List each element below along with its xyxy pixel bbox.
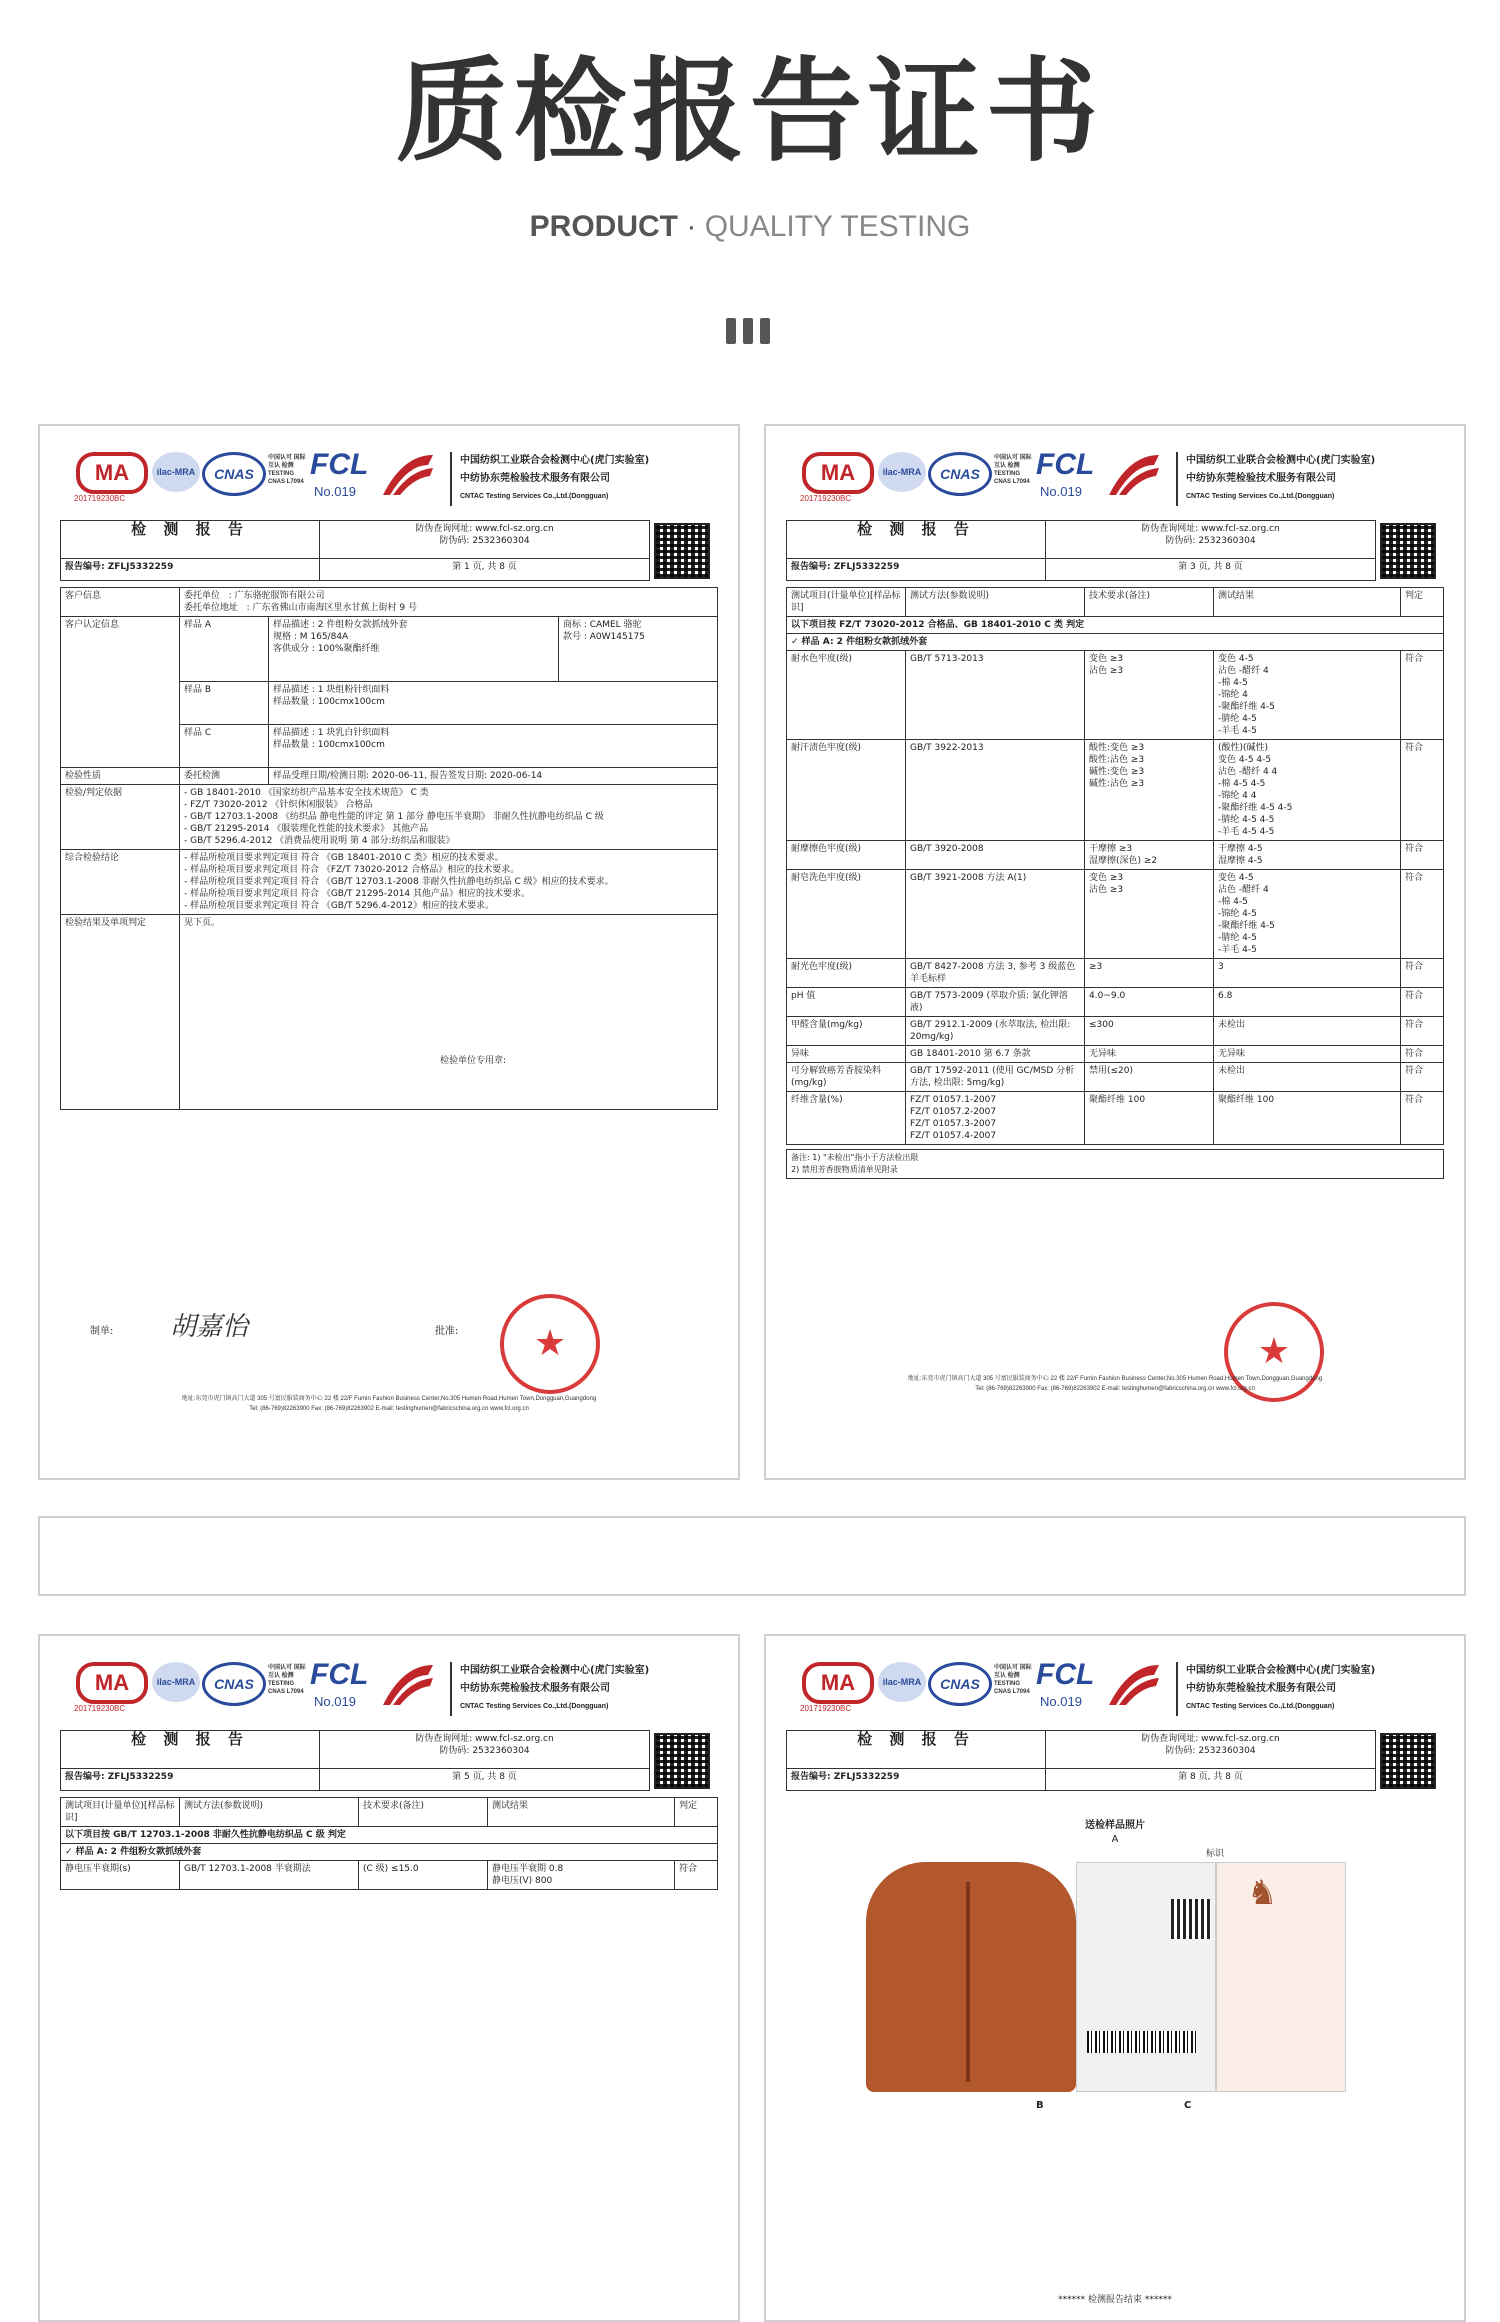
org-line-en: CNTAC Testing Services Co.,Ltd.(Dongguan) [460,1703,609,1710]
verify-info [1046,1731,1376,1769]
results-value: 见下页。 [184,918,221,928]
cell-req: 聚酯纤维 100 [1085,1092,1214,1145]
conclusion-list [180,850,718,915]
col-header: 判定 [1401,588,1444,617]
cell-method: GB/T 3922-2013 [906,740,1085,841]
red-stamp-icon: ★ [500,1294,600,1394]
cell-method: GB/T 7573-2009 (萃取介质: 氯化钾溶液) [906,988,1085,1017]
cell-result: (酸性)(碱性) 变色 4-5 4-5 沾色 -醋纤 4 4 -棉 4-5 4-5 -锦纶 4 4 -聚酯纤维 4-5 4-5 -腈纶 4-5 4-5 -羊毛 4-5 4-5 [1214,740,1401,841]
cell-result: 变色 4-5 沾色 -醋纤 4 -棉 4-5 -锦纶 4 -聚酯纤维 4-5 -腈纶 4-5 -羊毛 4-5 [1214,651,1401,740]
ma-logo-icon: MA [76,1662,148,1704]
cell-req: 干摩擦 ≥3 湿摩擦(深色) ≥2 [1085,841,1214,870]
cell-result: 干摩擦 4-5 湿摩擦 4-5 [1214,841,1401,870]
section-divider [38,1516,1466,1596]
photo-label-b: B [1036,2100,1044,2111]
scope-note: 以下项目按 FZ/T 73020-2012 合格品、GB 18401-2010 C 类 判定 [787,617,1444,634]
sample-b-qty: 样品数量 : 100cmx100cm [273,697,385,707]
org-line-2: 中纺协东莞检验技术服务有限公司 [1186,1683,1336,1694]
sample-a-style: 款号 : A0W145175 [563,632,645,642]
cell-item: 可分解致癌芳香胺染料(mg/kg) [787,1063,906,1092]
cnas-logo-icon: CNAS [928,1662,992,1706]
cell-item: pH 值 [787,988,906,1017]
fcl-number: No.019 [314,1694,356,1709]
logo-row [60,1656,718,1720]
sample-c-qty: 样品数量 : 100cmx100cm [273,740,385,750]
org-line-en: CNTAC Testing Services Co.,Ltd.(Dongguan) [1186,1703,1335,1710]
report-number: 报告编号: ZFLJ5332259 [61,558,320,580]
report-page-4 [764,1634,1466,2322]
customer-label: 客户信息 [61,588,180,617]
ma-code: 201719230BC [800,1704,852,1713]
cell-req: 无异味 [1085,1046,1214,1063]
report-title: 检 测 报 告 [61,521,320,559]
ma-code: 201719230BC [800,494,852,503]
sample-c-label: 样品 C [180,725,269,768]
verify-info [1046,521,1376,559]
fcl-logo-icon: FCL [1036,448,1095,481]
signature: 胡嘉怡 [170,1312,249,1342]
cell-judge: 符合 [1401,1017,1444,1046]
report-number: 报告编号: ZFLJ5332259 [787,1768,1046,1790]
cnas-logo-icon: CNAS [928,452,992,496]
basis-label: 检验/判定依据 [61,785,180,850]
client-addr-label: 委托单位地址 [184,603,239,613]
remark-note: 备注: 1) "未检出"指小于方法检出限 2) 禁用芳香胺物质清单见附录 [786,1149,1444,1179]
footer-address: 地址:东莞市虎门镇高门大道 305 号富民服装商务中心 22 楼 22/F Fumin Fashion Business Center,No.305 Humen Road,Humen Town,Dongguan,Guangdong [181,1396,597,1402]
cell-item: 甲醛含量(mg/kg) [787,1017,906,1046]
logo-row [60,446,718,510]
conclusion-item: - 样品所检项目要求判定项目 符合 《FZ/T 73020-2012 合格品》相应的技术要求。 [184,865,520,875]
cell-method: GB 18401-2010 第 6.7 条款 [906,1046,1085,1063]
cell-judge: 符合 [1401,1063,1444,1092]
fcl-number: No.019 [1040,484,1082,499]
org-line-1: 中国纺织工业联合会检测中心(虎门实验室) [1186,455,1376,466]
cell-item: 耐光色牢度(级) [787,959,906,988]
conclusion-item: - 样品所检项目要求判定项目 符合 《GB/T 12703.1-2008 非耐久性抗静电纺织品 C 级》相应的技术要求。 [184,877,614,887]
report-page-2 [764,424,1466,1480]
care-label-image [1216,1862,1346,2092]
cell-item: 耐皂洗色牢度(级) [787,870,906,959]
cell-req: 变色 ≥3 沾色 ≥3 [1085,651,1214,740]
ma-code: 201719230BC [74,1704,126,1713]
report-page-3 [38,1634,740,2322]
page-of: 第 1 页, 共 8 页 [320,558,650,580]
qr-code-icon [1380,1733,1436,1789]
verify-site: 防伪查询网址: www.fcl-sz.org.cn [1141,524,1280,534]
client-label: 委托单位 [184,591,221,601]
logo-row [786,446,1444,510]
made-by-label: 制单: [90,1326,114,1337]
cell-judge: 符合 [1401,841,1444,870]
results-table [786,587,1444,1145]
accreditation-text: 中国认可 国际互认 检测 TESTING CNAS L7094 [268,1665,306,1695]
sample-c-desc: 样品描述 : 1 块乳白针织面料 [273,728,390,738]
page-of: 第 3 页, 共 8 页 [1046,558,1376,580]
cell-result: 3 [1214,959,1401,988]
cell-result: 无异味 [1214,1046,1401,1063]
qr-cell [1376,1731,1445,1791]
hangtag-image [1076,1862,1216,2092]
cell-judge: 符合 [1401,988,1444,1017]
cell-req: (C 级) ≤15.0 [359,1861,488,1890]
cell-judge: 符合 [1401,1046,1444,1063]
org-line-1: 中国纺织工业联合会检测中心(虎门实验室) [1186,1665,1376,1676]
subtitle-quality: QUALITY TESTING [704,210,971,243]
ma-logo-icon: MA [802,1662,874,1704]
basis-item: - FZ/T 73020-2012 《针织休闲服装》 合格品 [184,800,373,810]
photo-label-c: C [1184,2100,1192,2111]
sample-a-info [269,617,559,682]
flag-logo-icon [378,1660,438,1710]
table-row [787,651,1444,740]
report-title: 检 测 报 告 [787,1731,1046,1769]
accreditation-text: 中国认可 国际互认 检测 TESTING CNAS L7094 [994,1665,1032,1695]
org-line-2: 中纺协东莞检验技术服务有限公司 [460,473,610,484]
org-name [1176,1662,1375,1716]
table-row [787,1092,1444,1145]
sample-note: ✓ 样品 A: 2 件组粉女款抓绒外套 [61,1844,718,1861]
basis-item: - GB 18401-2010 《国家纺织产品基本安全技术规范》 C 类 [184,788,429,798]
org-name [450,452,649,506]
page-of: 第 5 页, 共 8 页 [320,1768,650,1790]
results-table [60,1797,718,1890]
report-body-table [60,587,718,1110]
verify-code: 防伪码: 2532360304 [439,1746,530,1756]
camel-logo-icon: ♞ [1247,1873,1278,1913]
conclusion-item: - 样品所检项目要求判定项目 符合 《GB/T 21295-2014 其他产品》相应的技术要求。 [184,889,531,899]
org-line-en: CNTAC Testing Services Co.,Ltd.(Dongguan) [460,493,609,500]
table-row [787,1017,1444,1046]
footer-contact: Tel: (86-769)82263900 Fax: (86-769)82263902 E-mail: testinghumen@fabricschina.org.cn www.fcl.org.cn [249,1406,529,1412]
table-row [787,988,1444,1017]
report-title: 检 测 报 告 [61,1731,320,1769]
scope-note: 以下项目按 GB/T 12703.1-2008 非耐久性抗静电纺织品 C 级 判定 [61,1827,718,1844]
barcode-icon [1087,2031,1197,2053]
red-stamp-icon: ★ [1224,1302,1324,1402]
ilac-logo-icon: ilac-MRA [878,452,926,492]
verify-info [320,1731,650,1769]
table-row [787,1063,1444,1092]
results-cell [180,915,718,1110]
page-subtitle [0,210,1500,244]
cell-result: 变色 4-5 沾色 -醋纤 4 -棉 4-5 -锦纶 4-5 -聚酯纤维 4-5 -腈纶 4-5 -羊毛 4-5 [1214,870,1401,959]
col-header: 测试方法(参数说明) [906,588,1085,617]
cell-result: 6.8 [1214,988,1401,1017]
page-of: 第 8 页, 共 8 页 [1046,1768,1376,1790]
cell-item: 耐水色牢度(级) [787,651,906,740]
cell-result: 静电压半衰期 0.8 静电压(V) 800 [488,1861,675,1890]
cell-item: 纤维含量(%) [787,1092,906,1145]
results-label: 检验结果及单项判定 [61,915,180,1110]
cell-req: 酸性:变色 ≥3 酸性:沾色 ≥3 碱性:变色 ≥3 碱性:沾色 ≥3 [1085,740,1214,841]
col-header: 技术要求(备注) [1085,588,1214,617]
org-name [450,1662,649,1716]
subtitle-dot: · [686,210,697,243]
accreditation-text: 中国认可 国际互认 检测 TESTING CNAS L7094 [268,455,306,485]
table-row [61,1861,718,1890]
qr-cell [650,521,719,581]
end-note: ****** 检测报告结束 ****** [1058,2295,1172,2305]
fcl-logo-icon: FCL [310,448,369,481]
verify-code: 防伪码: 2532360304 [1165,536,1256,546]
photo-label-tag: 标识 [1206,1849,1225,1859]
verify-info [320,521,650,559]
flag-logo-icon [1104,1660,1164,1710]
cell-method: GB/T 3921-2008 方法 A(1) [906,870,1085,959]
cell-req: 变色 ≥3 沾色 ≥3 [1085,870,1214,959]
qr-code-icon [654,523,710,579]
qr-code-icon [654,1733,710,1789]
confirm-label: 客户认定信息 [61,617,180,768]
cell-method: GB/T 8427-2008 方法 3, 参考 3 级蓝色羊毛标样 [906,959,1085,988]
stamp-caption: 检验单位专用章: [440,1056,507,1066]
sample-b-info [269,682,718,725]
qr-cell [1376,521,1445,581]
flag-logo-icon [378,450,438,500]
cell-judge: 符合 [1401,870,1444,959]
approved-by-label: 批准: [435,1326,459,1337]
page-footer [786,1374,1444,1394]
table-header-row [787,588,1444,617]
sample-note: ✓ 样品 A: 2 件组粉女款抓绒外套 [787,634,1444,651]
sample-b-label: 样品 B [180,682,269,725]
report-number: 报告编号: ZFLJ5332259 [61,1768,320,1790]
page-footer [60,1394,718,1414]
cell-req: 禁用(≤20) [1085,1063,1214,1092]
sample-a-brand-text: 商标 : CAMEL 骆驼 [563,620,642,630]
ma-code: 201719230BC [74,494,126,503]
cell-req: 4.0~9.0 [1085,988,1214,1017]
ma-logo-icon: MA [802,452,874,494]
basis-item: - GB/T 5296.4-2012 《消费品使用说明 第 4 部分:纺织品和服装》 [184,836,455,846]
col-header: 测试项目(计量单位)[样品标识] [787,588,906,617]
report-title: 检 测 报 告 [787,521,1046,559]
verify-site: 防伪查询网址: www.fcl-sz.org.cn [415,524,554,534]
accreditation-text: 中国认可 国际互认 检测 TESTING CNAS L7094 [994,455,1032,485]
basis-list [180,785,718,850]
conclusion-item: - 样品所检项目要求判定项目 符合 《GB/T 5296.4-2012》相应的技术要求。 [184,901,495,911]
col-header: 测试方法(参数说明) [180,1798,359,1827]
sample-a-comp: 客供成分 : 100%聚酯纤维 [273,644,380,654]
conclusion-label: 综合检验结论 [61,850,180,915]
tag-qr-icon [1171,1899,1211,1939]
qr-cell [650,1731,719,1791]
report-number: 报告编号: ZFLJ5332259 [787,558,1046,580]
cell-method: FZ/T 01057.1-2007 FZ/T 01057.2-2007 FZ/T 01057.3-2007 FZ/T 01057.4-2007 [906,1092,1085,1145]
col-header: 测试项目(计量单位)[样品标识] [61,1798,180,1827]
photo-title: 送检样品照片 [1085,1820,1145,1831]
table-row [787,740,1444,841]
nature-value: 委托检测 [180,768,269,785]
cell-item: 静电压半衰期(s) [61,1861,180,1890]
client-value: : 广东骆驼服饰有限公司 [228,591,325,601]
org-line-en: CNTAC Testing Services Co.,Ltd.(Dongguan) [1186,493,1335,500]
sample-b-desc: 样品描述 : 1 块组粉针织面料 [273,685,390,695]
report-header-table [786,1730,1444,1791]
col-header: 测试结果 [488,1798,675,1827]
sample-a-brand [559,617,718,682]
col-header: 测试结果 [1214,588,1401,617]
cell-judge: 符合 [1401,1092,1444,1145]
page-title: 质检报告证书 [396,47,1104,177]
ilac-logo-icon: ilac-MRA [878,1662,926,1702]
verify-site: 防伪查询网址: www.fcl-sz.org.cn [415,1734,554,1744]
qr-code-icon [1380,523,1436,579]
jacket-image [866,1862,1076,2092]
cell-judge: 符合 [1401,959,1444,988]
org-line-2: 中纺协东莞检验技术服务有限公司 [460,1683,610,1694]
ilac-logo-icon: ilac-MRA [152,1662,200,1702]
cell-method: GB/T 12703.1-2008 半衰期法 [180,1861,359,1890]
flag-logo-icon [1104,450,1164,500]
decor-bars-icon [726,318,786,344]
fcl-number: No.019 [314,484,356,499]
subtitle-product: PRODUCT [529,210,679,243]
cell-judge: 符合 [675,1861,718,1890]
report-header-table [786,520,1444,581]
cell-method: GB/T 2912.1-2009 (水萃取法, 检出限: 20mg/kg) [906,1017,1085,1046]
cell-judge: 符合 [1401,740,1444,841]
dates: 样品受理日期/检测日期: 2020-06-11, 报告签发日期: 2020-06-14 [269,768,718,785]
cell-judge: 符合 [1401,651,1444,740]
cnas-logo-icon: CNAS [202,452,266,496]
fcl-number: No.019 [1040,1694,1082,1709]
nature-label: 检验性质 [61,768,180,785]
basis-item: - GB/T 12703.1-2008 《纺织品 静电性能的评定 第 1 部分 静电压半衰期》 非耐久性抗静电纺织品 C 级 [184,812,604,822]
org-line-2: 中纺协东莞检验技术服务有限公司 [1186,473,1336,484]
org-line-1: 中国纺织工业联合会检测中心(虎门实验室) [460,1665,650,1676]
fcl-logo-icon: FCL [1036,1658,1095,1691]
client-addr-value: : 广东省佛山市南海区里水甘蕉上街村 9 号 [246,603,417,613]
table-row [787,841,1444,870]
table-row [787,870,1444,959]
cell-method: GB/T 5713-2013 [906,651,1085,740]
sample-photo [866,1862,1346,2092]
cell-result: 未检出 [1214,1063,1401,1092]
col-header: 判定 [675,1798,718,1827]
cell-item: 耐汗渍色牢度(级) [787,740,906,841]
cell-item: 耐摩擦色牢度(级) [787,841,906,870]
cell-method: GB/T 3920-2008 [906,841,1085,870]
sample-c-info [269,725,718,768]
report-page-1 [38,424,740,1480]
sample-a-label: 样品 A [180,617,269,682]
footer-address: 地址:东莞市虎门镇高门大道 305 号富民服装商务中心 22 楼 22/F Fumin Fashion Business Center,No.305 Humen Road,Humen Town,Dongguan,Guangdong [907,1376,1323,1382]
cnas-logo-icon: CNAS [202,1662,266,1706]
table-row [787,1046,1444,1063]
cell-req: ≥3 [1085,959,1214,988]
cell-req: ≤300 [1085,1017,1214,1046]
cell-method: GB/T 17592-2011 (使用 GC/MSD 分析方法, 检出限: 5mg/kg) [906,1063,1085,1092]
basis-item: - GB/T 21295-2014 《服装理化性能的技术要求》 其他产品 [184,824,429,834]
footer-contact: Tel: (86-769)82263900 Fax: (86-769)82263902 E-mail: testinghumen@fabricschina.org.cn www.fcl.org.cn [975,1386,1255,1392]
table-header-row [61,1798,718,1827]
ma-logo-icon: MA [76,452,148,494]
org-name [1176,452,1375,506]
customer-info [180,588,718,617]
fcl-logo-icon: FCL [310,1658,369,1691]
report-header-table [60,1730,718,1791]
report-header-table [60,520,718,581]
col-header: 技术要求(备注) [359,1798,488,1827]
table-row [787,959,1444,988]
verify-code: 防伪码: 2532360304 [1165,1746,1256,1756]
logo-row [786,1656,1444,1720]
sample-a-spec: 规格 : M 165/84A [273,632,349,642]
cell-result: 聚酯纤维 100 [1214,1092,1401,1145]
sample-a-desc: 样品描述 : 2 件组粉女款抓绒外套 [273,620,408,630]
cell-item: 异味 [787,1046,906,1063]
photo-label-a: A [1111,1834,1119,1845]
verify-site: 防伪查询网址: www.fcl-sz.org.cn [1141,1734,1280,1744]
conclusion-item: - 样品所检项目要求判定项目 符合 《GB 18401-2010 C 类》相应的技术要求。 [184,853,504,863]
verify-code: 防伪码: 2532360304 [439,536,530,546]
cell-result: 未检出 [1214,1017,1401,1046]
org-line-1: 中国纺织工业联合会检测中心(虎门实验室) [460,455,650,466]
ilac-logo-icon: ilac-MRA [152,452,200,492]
